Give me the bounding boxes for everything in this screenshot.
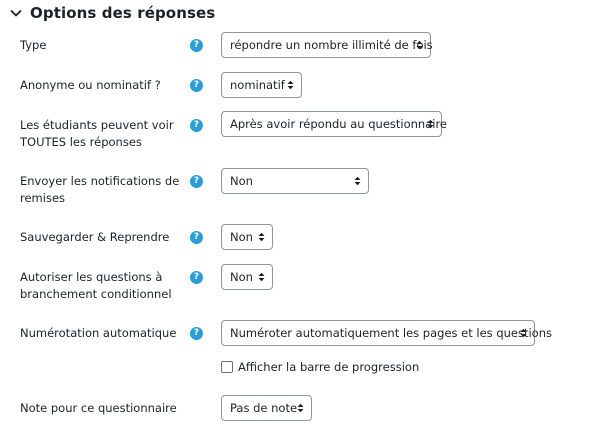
chevron-down-icon <box>8 5 24 21</box>
anonymity-select-value: nominatif <box>230 78 285 92</box>
anonymity-select[interactable] <box>221 72 302 98</box>
auto-numbering-select-value: Numéroter automatiquement les pages et les questions <box>230 326 552 340</box>
type-select[interactable] <box>221 32 431 58</box>
select-caret-icon <box>297 403 304 413</box>
auto-numbering-select[interactable] <box>221 320 552 346</box>
select-caret-icon <box>354 176 361 186</box>
help-icon[interactable]: ? <box>190 39 203 52</box>
see-all-responses-select[interactable] <box>221 111 448 137</box>
select-caret-icon <box>258 232 265 242</box>
progress-bar-option[interactable] <box>221 360 419 374</box>
help-icon[interactable]: ? <box>190 119 203 132</box>
anonymity-label: Anonyme ou nominatif ? <box>20 78 161 92</box>
help-icon[interactable]: ? <box>190 231 203 244</box>
progress-bar-checkbox[interactable] <box>221 361 233 373</box>
submission-notifications-select-value: Non <box>230 174 253 188</box>
grade-select-value: Pas de note <box>230 401 298 415</box>
type-label: Type <box>20 38 47 52</box>
section-title: Options des réponses <box>30 4 216 22</box>
select-caret-icon <box>427 119 434 129</box>
progress-bar-checkbox-label: Afficher la barre de progression <box>238 360 420 374</box>
submission-notifications-label: Envoyer les notifications de remises <box>20 174 180 205</box>
grade-label: Note pour ce questionnaire <box>20 401 177 415</box>
auto-numbering-label: Numérotation automatique <box>20 326 177 340</box>
see-all-responses-select-value: Après avoir répondu au questionnaire <box>230 117 448 131</box>
select-caret-icon <box>520 328 527 338</box>
type-select-value: répondre un nombre illimité de fois <box>230 38 433 52</box>
save-resume-select-value: Non <box>230 230 253 244</box>
save-resume-label: Sauvegarder & Reprendre <box>20 230 170 244</box>
grade-select[interactable] <box>221 395 312 421</box>
select-caret-icon <box>287 80 294 90</box>
submission-notifications-select[interactable] <box>221 168 369 194</box>
help-icon[interactable]: ? <box>190 271 203 284</box>
save-resume-select[interactable] <box>221 224 273 250</box>
help-icon[interactable]: ? <box>190 175 203 188</box>
see-all-responses-label: Les étudiants peuvent voir TOUTES les réponses <box>20 118 174 149</box>
conditional-branching-select-value: Non <box>230 270 253 284</box>
section-toggle[interactable] <box>8 2 215 24</box>
conditional-branching-select[interactable] <box>221 264 273 290</box>
select-caret-icon <box>416 40 423 50</box>
select-caret-icon <box>258 272 265 282</box>
help-icon[interactable]: ? <box>190 79 203 92</box>
conditional-branching-label: Autoriser les questions à branchement conditionnel <box>20 270 172 301</box>
help-icon[interactable]: ? <box>190 327 203 340</box>
